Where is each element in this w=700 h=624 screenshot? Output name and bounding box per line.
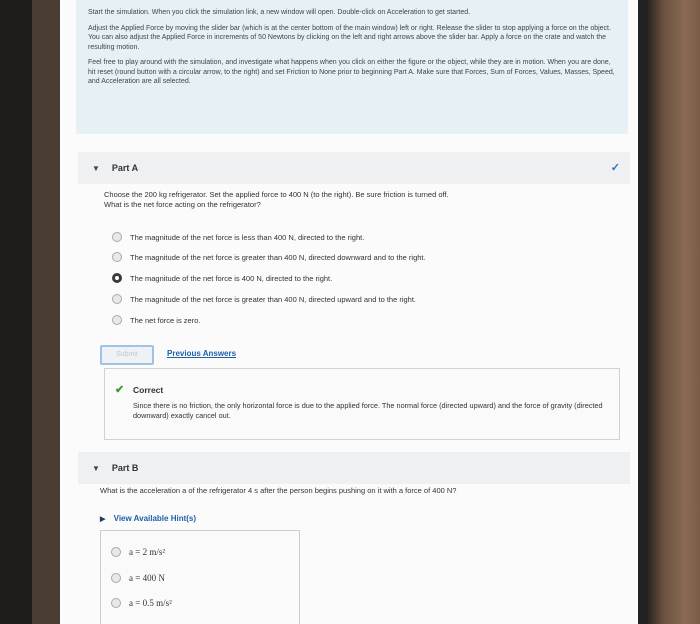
feedback-text: Since there is no friction, the only horizontal force is due to the applied force. The normal force (directed upward) and the force of gravity (directed downward) exactly cancel out. — [133, 401, 603, 420]
collapse-triangle-icon: ▼ — [92, 463, 100, 473]
intro-paragraph-1: Start the simulation. When you click the simulation link, a new window will open. Double-click on Acceleration to get started. — [88, 9, 471, 16]
option-text: The magnitude of the net force is less than 400 N, directed to the right. — [130, 232, 365, 242]
part-a-question-line1: Choose the 200 kg refrigerator. Set the applied force to 400 N (to the right). Be sure friction is turned off. — [104, 190, 449, 199]
part-a-title: Part A — [111, 163, 139, 173]
device-bezel-right — [638, 0, 648, 624]
option-text: The net force is zero. — [130, 315, 201, 325]
part-a-option[interactable] — [112, 252, 426, 262]
checkmark-chevron-icon: ✓ — [610, 162, 620, 174]
intro-paragraph-3: Feel free to play around with the simulation, and investigate what happens when you click on either the figure or the object, while they are in motion. When you are done, hit reset (round button with a circular arrow, to the right) and set Friction to None prior to beginning Part A. Make sure that Forces, Sum of Forces, Values, Masses, Speed, and Acceleration are all selected. — [88, 59, 615, 85]
part-b-header[interactable] — [78, 452, 630, 484]
radio-button[interactable] — [112, 294, 122, 304]
part-b-answer-box — [100, 530, 300, 624]
option-text: The magnitude of the net force is greater than 400 N, directed downward and to the right. — [130, 252, 426, 262]
option-text: a = 0.5 m/s² — [129, 598, 172, 608]
device-bezel-left — [0, 0, 32, 624]
part-b-option[interactable] — [111, 573, 165, 583]
part-b-question: What is the acceleration a of the refrigerator 4 s after the person begins pushing on it with a force of 400 N? — [100, 486, 457, 495]
view-hints-link[interactable] — [100, 514, 196, 523]
view-hints-label: View Available Hint(s) — [113, 514, 197, 523]
part-a-option[interactable] — [112, 232, 364, 242]
intro-instructions — [76, 0, 628, 134]
part-a-header[interactable] — [78, 152, 630, 184]
part-b-option[interactable] — [111, 547, 165, 557]
radio-button[interactable] — [112, 252, 122, 262]
part-a-option[interactable] — [112, 315, 200, 325]
check-icon: ✔ — [115, 384, 125, 396]
option-text: a = 2 m/s² — [129, 547, 166, 557]
radio-button[interactable] — [111, 598, 121, 608]
part-a-option[interactable] — [112, 294, 416, 304]
expand-triangle-icon: ▶ — [100, 516, 106, 523]
part-a-question-line2: What is the net force acting on the refrigerator? — [104, 200, 261, 209]
radio-button[interactable] — [112, 232, 122, 242]
radio-button[interactable] — [111, 547, 121, 557]
intro-paragraph-2: Adjust the Applied Force by moving the slider bar (which is at the center bottom of the main window) left or right. Release the slider to stop applying a force on the object. You can also adjust the Applied Force in increments of 50 Newtons by clicking on the left and right arrows above the slider bar. Apply a force on the crate and watch the resulting motion. — [88, 24, 611, 51]
radio-button-selected[interactable] — [112, 273, 122, 283]
part-b-option[interactable] — [111, 598, 172, 608]
part-b-title: Part B — [111, 463, 139, 473]
part-a-question — [104, 190, 624, 210]
screen — [60, 0, 638, 624]
radio-button[interactable] — [112, 315, 122, 325]
feedback-box — [104, 368, 620, 440]
radio-button[interactable] — [111, 573, 121, 583]
previous-answers-link[interactable]: Previous Answers — [167, 349, 237, 358]
collapse-triangle-icon: ▼ — [92, 163, 100, 173]
submit-button[interactable]: Submit — [100, 345, 154, 365]
option-text: The magnitude of the net force is greater than 400 N, directed upward and to the right. — [130, 294, 417, 304]
option-text: a = 400 N — [129, 573, 165, 583]
part-a-option[interactable] — [112, 273, 332, 283]
background-wood — [648, 0, 700, 624]
feedback-label: Correct — [133, 385, 164, 395]
option-text: The magnitude of the net force is 400 N, directed to the right. — [130, 273, 333, 283]
